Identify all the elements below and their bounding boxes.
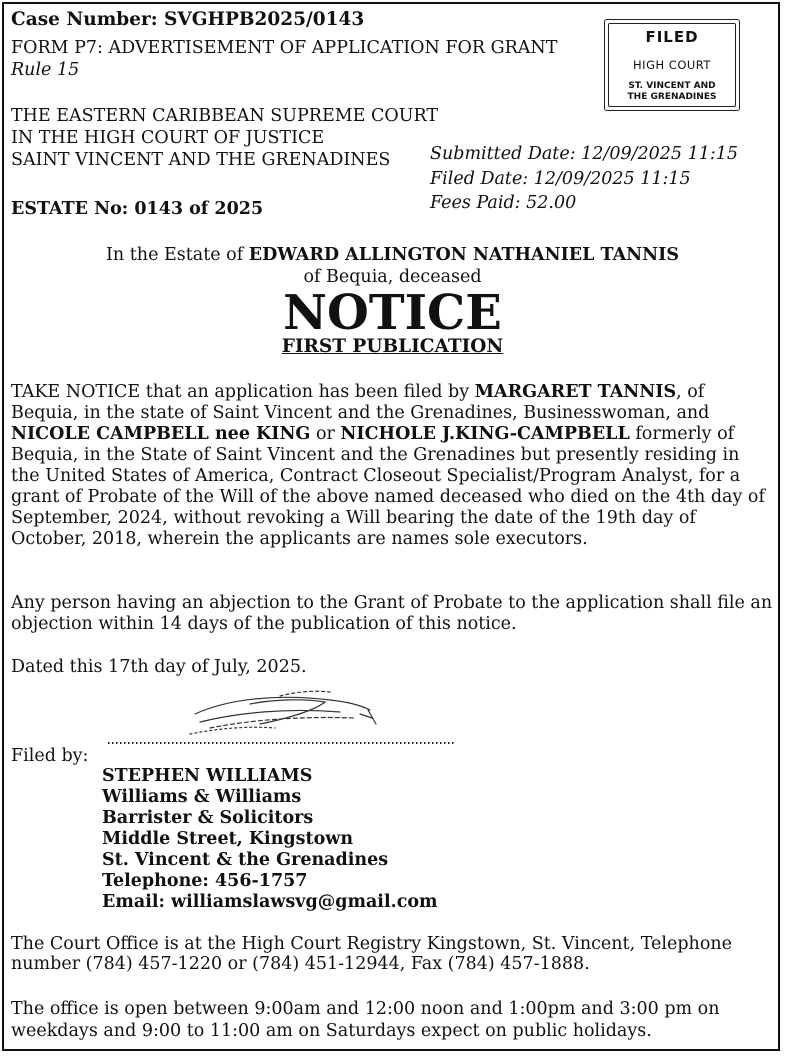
stamp-place-line-2: THE GRENADINES	[627, 92, 717, 102]
fees-paid: Fees Paid: 52.00	[430, 193, 577, 213]
filed-by-label: Filed by:	[11, 746, 89, 766]
deceased-residence: of Bequia, deceased	[303, 267, 482, 287]
rule-reference: Rule 15	[11, 60, 80, 80]
filed-date: Filed Date: 12/09/2025 11:15	[430, 169, 691, 189]
filer-street: Middle Street, Kingstown	[102, 829, 354, 849]
p1-text-d: formerly of Bequia, in the State of Saint Vincent and the Grenadines but presently residing in the United States of America, Contract Closeout Specialist/Program Analyst, for a grant of Probate of the Will of the above named deceased who died on the 4th day of September, 2024, without revoking a Will bearing the date of the 19th day of October, 2018, wherein the applicants are names sole executors.	[11, 424, 765, 549]
stamp-filed-text: FILED	[645, 28, 699, 46]
filer-firm: Williams & Williams	[102, 787, 302, 807]
case-number: Case Number: SVGHPB2025/0143	[11, 9, 365, 30]
court-office-info: The Court Office is at the High Court Registry Kingstown, St. Vincent, Telephone number (784) 457-1220 or (784) 451-12944, Fax (784) 457-1888.	[11, 934, 732, 974]
dated-line: Dated this 17th day of July, 2025.	[11, 657, 307, 677]
stamp-court-text: HIGH COURT	[633, 58, 711, 72]
court-line-3: SAINT VINCENT AND THE GRENADINES	[11, 150, 391, 170]
court-line-1: THE EASTERN CARIBBEAN SUPREME COURT	[11, 106, 439, 126]
filer-name: STEPHEN WILLIAMS	[102, 766, 313, 786]
applicant-2-alias: NICHOLE J.KING-CAMPBELL	[340, 424, 630, 444]
stamp-place-line-1: ST. VINCENT AND	[628, 81, 716, 91]
deceased-name: EDWARD ALLINGTON NATHANIEL TANNIS	[248, 245, 679, 265]
filed-stamp	[604, 19, 740, 111]
court-line-2: IN THE HIGH COURT OF JUSTICE	[11, 128, 325, 148]
p1-text-c: or	[310, 424, 341, 444]
filer-telephone: Telephone: 456-1757	[102, 871, 308, 891]
notice-subtitle-text: FIRST PUBLICATION	[281, 336, 504, 357]
p1-text-a: TAKE NOTICE that an application has been filed by	[11, 382, 475, 402]
notice-title: NOTICE	[283, 285, 502, 341]
form-title: FORM P7: ADVERTISEMENT OF APPLICATION FOR GRANT	[11, 38, 558, 58]
notice-paragraph-2: Any person having an abjection to the Grant of Probate to the application shall file an objection within 14 days of the publication of this notice.	[11, 593, 773, 634]
notice-subtitle	[0, 336, 785, 357]
office-hours: The office is open between 9:00am and 12:00 noon and 1:00pm and 3:00 pm on weekdays and 9:00 to 11:00 am on Saturdays expect on public holidays.	[11, 999, 720, 1041]
estate-number: ESTATE No: 0143 of 2025	[11, 199, 264, 219]
notice-paragraph-1	[11, 382, 773, 550]
signature	[100, 688, 470, 750]
applicant-1-name: MARGARET TANNIS	[474, 382, 677, 402]
applicant-2-name: NICOLE CAMPBELL nee KING	[11, 424, 311, 444]
p1-text-b: , of Bequia, in the state of Saint Vincent and the Grenadines, Businesswoman, and	[11, 382, 710, 423]
estate-heading	[0, 245, 785, 266]
filer-country: St. Vincent & the Grenadines	[102, 850, 389, 870]
estate-prefix: In the Estate of	[106, 245, 249, 265]
filer-title: Barrister & Solicitors	[102, 808, 314, 828]
submitted-date: Submitted Date: 12/09/2025 11:15	[430, 144, 739, 164]
filer-email: Email: williamslawsvg@gmail.com	[102, 892, 438, 912]
